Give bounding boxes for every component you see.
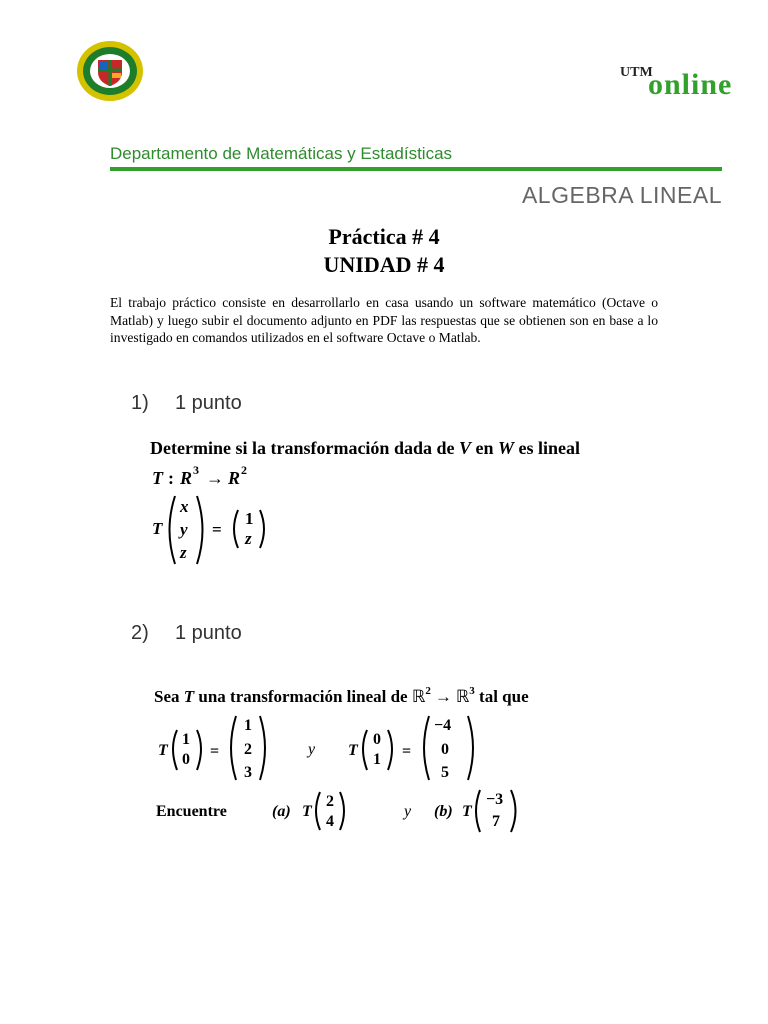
given-1-T: T xyxy=(158,742,168,759)
question-2-number: 2) xyxy=(131,622,149,644)
lhs-T: T xyxy=(152,519,163,538)
practice-title: Práctica # 4 xyxy=(328,224,440,249)
part-b-T: T xyxy=(462,803,472,820)
part-a-entry: 4 xyxy=(326,813,334,830)
question-1-statement: Determine si la transformación dada de V en W es lineal xyxy=(150,438,580,458)
department-name: Departamento de Matemáticas y Estadísticas xyxy=(110,144,453,163)
svg-text:3: 3 xyxy=(193,463,199,477)
question-1-figure xyxy=(150,432,670,572)
question-1-number: 1) xyxy=(131,392,149,414)
given-1-output-entry: 3 xyxy=(244,764,252,781)
svg-text:R: R xyxy=(180,468,193,488)
utm-online-logo xyxy=(620,62,750,98)
lhs-entry: y xyxy=(180,520,188,539)
given-2-input-entry: 0 xyxy=(373,731,381,748)
part-b-entry: −3 xyxy=(486,791,504,808)
svg-text:2: 2 xyxy=(241,463,247,477)
lhs-entry: x xyxy=(180,497,189,516)
question-1-mapping xyxy=(152,463,247,488)
part-b-label: (b) xyxy=(434,803,453,820)
given-2-output-entry: −4 xyxy=(434,717,452,734)
given-1-input-entry: 0 xyxy=(182,751,190,768)
question-2-figure xyxy=(154,678,614,838)
given-2-output-entry: 5 xyxy=(441,764,449,781)
rhs-entry: z xyxy=(245,529,252,548)
question-2-points: 1 punto xyxy=(175,622,242,644)
part-connector: y xyxy=(404,803,412,820)
question-1-heading xyxy=(131,392,242,415)
rhs-left-paren xyxy=(234,510,238,548)
department-divider xyxy=(110,167,722,171)
lhs-entry: z xyxy=(180,543,187,562)
question-2-given-2 xyxy=(348,716,473,781)
intro-paragraph: El trabajo práctico consiste en desarrollarlo en casa usando un software matemático (Octave o Matlab) y luego subir el documento adjunto en PDF las respuestas que se obtienen son en base a lo investigado en comandos utilizados en el software Octave o Matlab. xyxy=(110,295,658,345)
equals-sign: = xyxy=(212,520,222,539)
rhs-right-paren xyxy=(260,510,264,548)
question-2-given-1 xyxy=(158,716,265,781)
svg-text::: : xyxy=(168,468,174,488)
course-title: ALGEBRA LINEAL xyxy=(521,182,722,208)
given-1-output-entry: 2 xyxy=(244,741,252,758)
part-a-T: T xyxy=(302,803,312,820)
rhs-entry: 1 xyxy=(245,509,254,528)
question-2-statement: Sea T una transformación lineal de ℝ$^2$ → ℝ$^3$ tal que xyxy=(154,685,529,706)
given-2-T: T xyxy=(348,742,358,759)
find-label: Encuentre xyxy=(156,803,227,820)
given-1-output-entry: 1 xyxy=(244,717,252,734)
part-b-entry: 7 xyxy=(492,813,500,830)
question-2-find xyxy=(156,790,516,832)
svg-text:T: T xyxy=(152,468,163,488)
given-2-output-entry: 0 xyxy=(441,741,449,758)
part-a-entry: 2 xyxy=(326,793,334,810)
brand-prefix: UTM xyxy=(620,65,653,80)
equals-sign: = xyxy=(210,743,220,760)
given-2-input-entry: 1 xyxy=(373,751,381,768)
lhs-left-paren xyxy=(170,496,176,564)
part-a-label: (a) xyxy=(272,803,291,820)
lhs-right-paren xyxy=(197,496,203,564)
question-1-points: 1 punto xyxy=(175,392,242,414)
brand-name: online xyxy=(648,68,733,98)
equals-sign: = xyxy=(402,743,412,760)
svg-text:R: R xyxy=(228,468,241,488)
given-1-input-entry: 1 xyxy=(182,731,190,748)
svg-text:→: → xyxy=(206,468,224,488)
unit-title: UNIDAD # 4 xyxy=(323,252,445,277)
question-2-heading xyxy=(131,622,242,645)
university-seal-logo xyxy=(76,40,144,102)
given-connector: y xyxy=(308,741,316,758)
question-1-equation xyxy=(152,496,264,564)
